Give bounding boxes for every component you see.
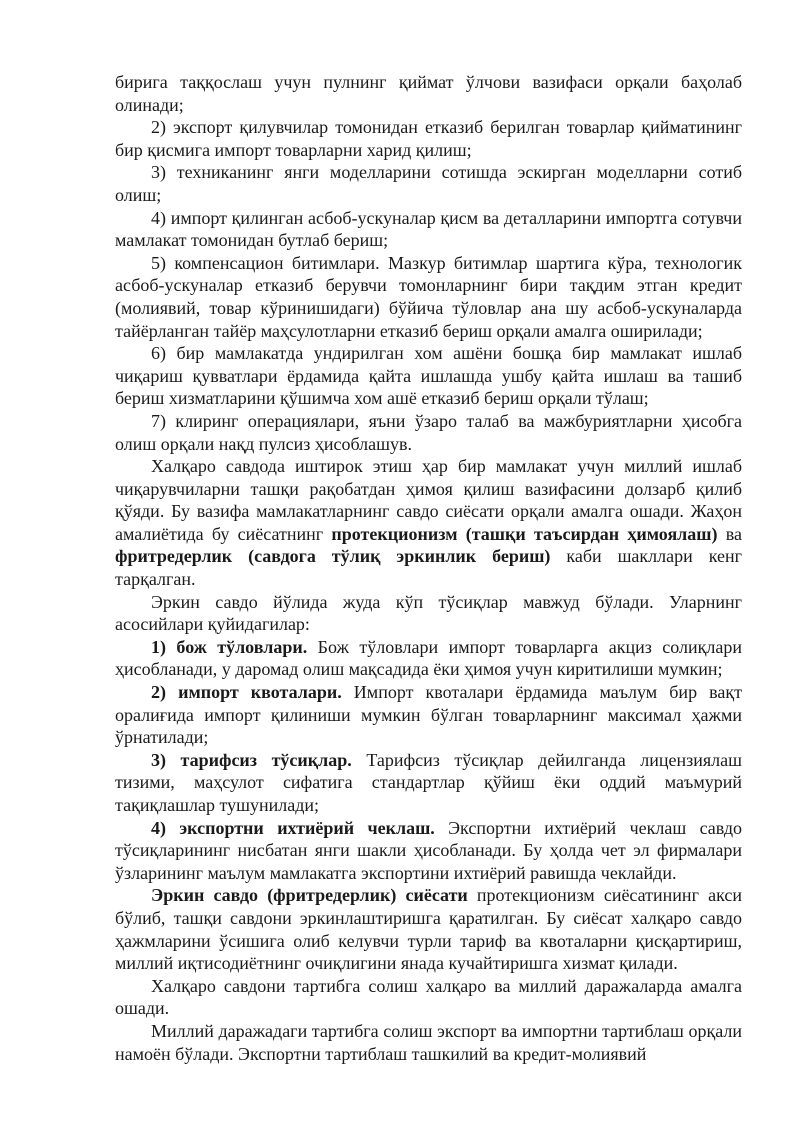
paragraph [115, 455, 742, 591]
text-run: Экспортни ихтиёрий чеклаш савдо тўсиқларининг нисбатан янги шакли ҳисобланади. Бу ҳолда чет эл фирмалари ўзларининг маълум мамлакатга экспортини ихтиёрий равишда чеклайди. [115, 817, 742, 883]
bold-text-run: 2) импорт квоталари. [151, 682, 342, 703]
text-run: Халқаро савдода иштирок этиш ҳар бир мамлакат учун миллий ишлаб чиқарувчиларни ташқи рақобатдан ҳимоя қилиш вазифасини долзарб қилиб қўяди. Бу вазифа мамлакатларнинг савдо сиёсати орқали амалга ошади. Жаҳон амалиётида бу сиёсатнинг [115, 456, 742, 544]
paragraph [115, 636, 742, 681]
text-run: Халқаро савдони тартибга солиш халқаро ва миллий даражаларда амалга ошади. [115, 975, 742, 1019]
text-run: 4) импорт қилинган асбоб-ускуналар қисм ва деталларини импортга сотувчи мамлакат томонидан бутлаб бериш; [115, 207, 742, 251]
paragraph [115, 161, 742, 206]
text-run: Эркин савдо йўлида жуда кўп тўсиқлар мавжуд бўлади. Уларнинг асосийлари қуйидагилар: [115, 591, 742, 635]
paragraph [115, 342, 742, 410]
text-run: бирига таққослаш учун пулнинг қиймат ўлчови вазифаси орқали баҳолаб олинади; [115, 72, 742, 115]
text-run: 2) экспорт қилувчилар томонидан етказиб берилган товарлар қийматининг бир қисмига импорт товарларни харид қилиш; [115, 117, 742, 160]
text-run: Тарифсиз тўсиқлар дейилганда лицензиялаш тизими, маҳсулот сифатига стандартлар қўйиш ёки оддий маъмурий тақиқлашлар тушунилади; [115, 749, 742, 815]
text-run: Бож тўловлари импорт товарларга акциз солиқлари ҳисобланади, у даромад олиш мақсадида ёки ҳимоя учун киритилиши мумкин; [115, 636, 742, 680]
bold-text-run: 3) тарифсиз тўсиқлар. [151, 749, 352, 770]
text-run: Импорт квоталари ёрдамида маълум бир вақт оралиғида импорт қилиниши мумкин бўлган товарларнинг максимал ҳажми ўрнатилади; [115, 682, 743, 748]
paragraph [115, 207, 742, 252]
paragraph [115, 975, 742, 1020]
paragraph [115, 681, 742, 749]
bold-text-run: Эркин савдо (фритредерлик) сиёсати [151, 885, 468, 906]
paragraph [115, 884, 742, 974]
document-page [115, 71, 742, 1065]
paragraph [115, 116, 742, 161]
text-run: 5) компенсацион битимлари. Мазкур битимлар шартига кўра, технологик асбоб-ускуналар етказиб берувчи томонларнинг бири тақдим этган кредит (молиявий, товар кўринишидаги) бўйича тўловлар ана шу асбоб-ускуналарда тайёрланган тайёр маҳсулотларни етказиб бериш орқали амалга оширилади; [115, 252, 742, 341]
text-run: каби шакллари кенг тарқалган. [115, 546, 742, 590]
paragraph [115, 71, 742, 116]
paragraph [115, 252, 742, 342]
bold-text-run: 1) бож тўловлари. [151, 636, 308, 657]
text-run: 3) техниканинг янги моделларини сотишда эскирган моделларни сотиб олиш; [115, 162, 742, 205]
text-run: 6) бир мамлакатда ундирилган хом ашёни бошқа бир мамлакат ишлаб чиқариш қувватлари ёрдамида қайта ишлашда ушбу қайта ишлаш ва ташиб бериш хизматларини қўшимча хом ашё етказиб бериш орқали тўлаш; [115, 343, 742, 409]
bold-text-run: 4) экспортни ихтиёрий чеклаш. [151, 817, 435, 838]
bold-text-run: протекционизм (ташқи таъсирдан ҳимоялаш) [331, 523, 718, 544]
paragraph [115, 749, 742, 817]
paragraph [115, 591, 742, 636]
paragraph [115, 817, 742, 885]
text-run: 7) клиринг операциялари, яъни ўзаро талаб ва мажбуриятларни ҳисобга олиш орқали нақд пулсиз ҳисоблашув. [115, 410, 742, 454]
bold-text-run: фритредерлик (савдога тўлиқ эркинлик бериш) [115, 546, 551, 567]
text-run: ва [717, 523, 742, 544]
paragraph [115, 1020, 742, 1065]
text-run: Миллий даражадаги тартибга солиш экспорт ва импортни тартиблаш орқали намоён бўлади. Экспортни тартиблаш ташкилий ва кредит-молиявий [115, 1020, 742, 1064]
paragraph [115, 410, 742, 455]
text-run: протекционизм сиёсатининг акси бўлиб, ташқи савдони эркинлаштиришга қаратилган. Бу сиёсат халқаро савдо ҳажмларини ўсишига олиб келувчи турли тариф ва квоталарни қисқартириш, миллий иқтисодиётнинг очиқлигини янада кучайтиришга хизмат қилади. [115, 885, 742, 974]
